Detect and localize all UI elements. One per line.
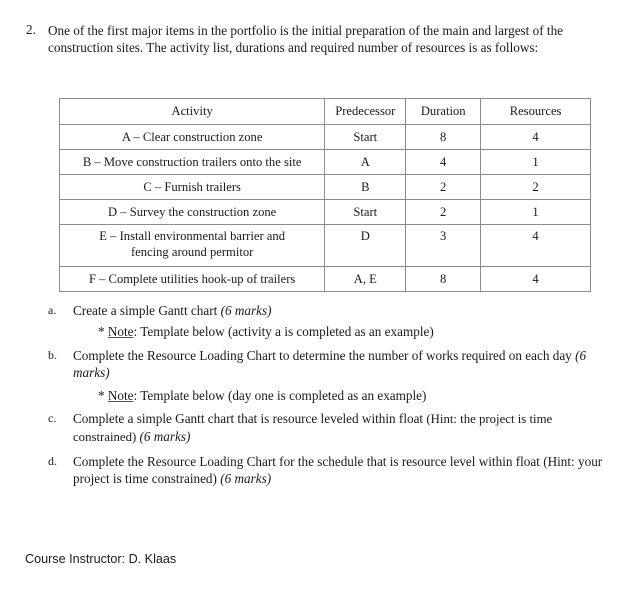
task-marks: (6 marks) [220,471,272,486]
task-letter: c. [48,411,57,425]
table-row [60,125,591,150]
cell-resources: 1 [481,200,591,225]
cell-predecessor: D [325,225,406,267]
cell-resources: 4 [481,267,591,292]
cell-resources: 2 [481,175,591,200]
task-marks: (6 marks) [139,429,191,444]
task-letter: b. [48,348,57,362]
cell-resources: 1 [481,150,591,175]
cell-activity [60,225,325,267]
header-predecessor: Predecessor [325,99,406,125]
task-text: Complete the Resource Loading Chart to determine the number of works required on each day [73,348,576,363]
task-text: Complete the Resource Loading Chart for the schedule that is resource level within float (Hint: your project is time constrained) [73,454,603,486]
task-b [48,347,608,381]
cell-resources: 4 [481,225,591,267]
cell-duration: 8 [406,267,481,292]
note-label: Note [107,388,134,403]
table-row [60,200,591,225]
table-row [60,267,591,292]
cell-activity: F – Complete utilities hook-up of trailers [60,267,325,292]
note-label: Note [107,324,134,339]
cell-activity: B – Move construction trailers onto the site [60,150,325,175]
note-text: : Template below (activity a is completed as an example) [133,324,434,339]
task-a [48,302,608,319]
question-intro: One of the first major items in the portfolio is the initial preparation of the main and largest of the construction sites. The activity list, durations and required number of resources is as follows: [48,23,564,55]
task-a-note [48,323,608,340]
table-row [60,225,591,267]
cell-activity: C – Furnish trailers [60,175,325,200]
cell-predecessor: Start [325,125,406,150]
task-hint: (Hint: the project is time constrained) [73,412,553,444]
task-marks: (6 marks) [73,348,587,380]
task-c [48,410,608,446]
note-text: : Template below (day one is completed as an example) [133,388,427,403]
task-text: Complete a simple Gantt chart that is resource leveled within float [73,411,427,426]
cell-duration: 4 [406,150,481,175]
cell-activity-line1: E – Install environmental barrier and [99,229,285,243]
cell-activity: A – Clear construction zone [60,125,325,150]
cell-activity-line2: fencing around permitor [130,245,254,259]
table-row [60,175,591,200]
cell-duration: 2 [406,200,481,225]
task-text: Create a simple Gantt chart [73,303,221,318]
cell-activity: D – Survey the construction zone [60,200,325,225]
task-b-note [48,387,608,404]
cell-predecessor: Start [325,200,406,225]
task-letter: d. [48,454,57,468]
cell-duration: 8 [406,125,481,150]
task-letter: a. [48,303,57,317]
note-star: * [98,388,108,403]
cell-resources: 4 [481,125,591,150]
cell-predecessor: B [325,175,406,200]
course-instructor: Course Instructor: D. Klaas [25,552,177,566]
header-activity: Activity [60,99,325,125]
table-row [60,150,591,175]
cell-duration: 3 [406,225,481,267]
table-header-row [60,99,591,125]
task-marks: (6 marks) [220,303,272,318]
header-resources: Resources [481,99,591,125]
question-number: 2. [26,22,36,37]
task-d [48,453,608,487]
task-list [48,302,608,487]
cell-predecessor: A, E [325,267,406,292]
cell-predecessor: A [325,150,406,175]
header-duration: Duration [406,99,481,125]
activity-table [59,98,591,292]
cell-duration: 2 [406,175,481,200]
note-star: * [98,324,108,339]
